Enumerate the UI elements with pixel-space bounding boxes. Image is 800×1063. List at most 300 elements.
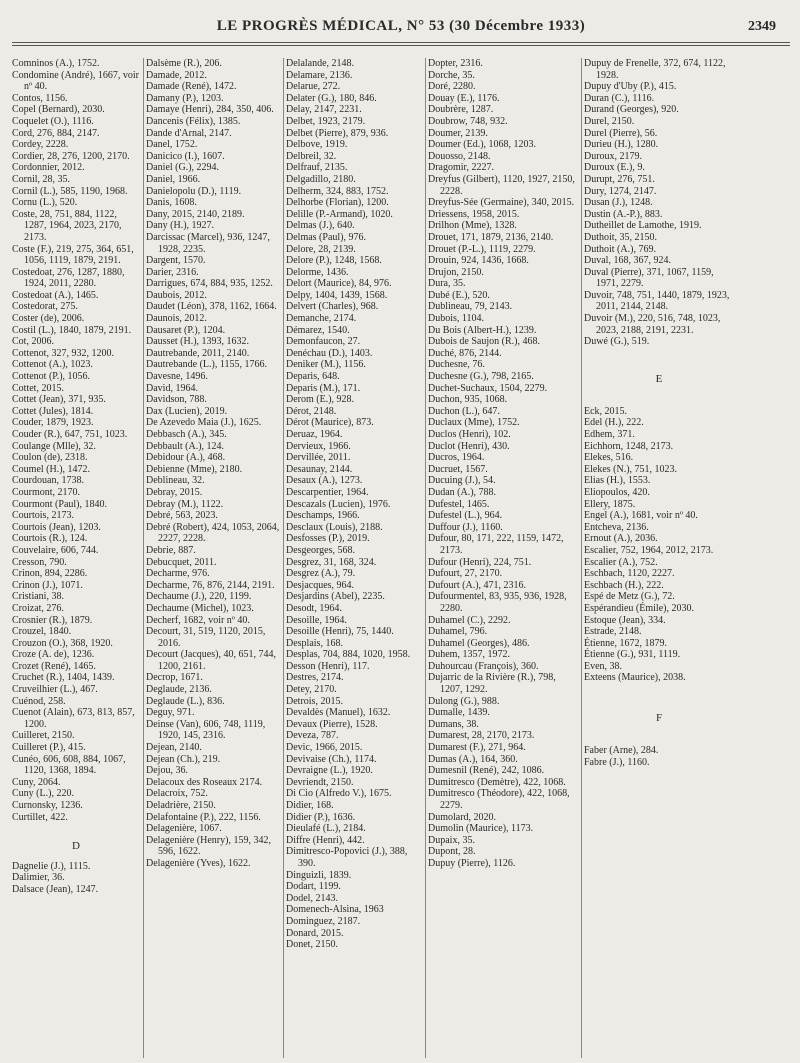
index-entry: Dumas (A.), 164, 360. — [428, 753, 518, 765]
index-entry: Douay (E.), 1176. — [428, 92, 500, 104]
index-entry: Darrigues, 674, 884, 935, 1252. — [146, 278, 273, 290]
index-entry: Costil (L.), 1840, 1879, 2191. — [12, 324, 132, 336]
index-entry: Dany (H.), 1927. — [146, 220, 215, 232]
index-entry: Delherm, 324, 883, 1752. — [286, 185, 389, 197]
index-entry: Dumolin (Maurice), 1173. — [428, 823, 534, 835]
index-entry: Cottet, 2015. — [12, 382, 64, 394]
index-entry: Doubrow, 748, 932. — [428, 115, 508, 127]
index-entry: Curnonsky, 1236. — [12, 800, 83, 811]
index-column-4 — [428, 58, 578, 1058]
index-entry: Cuilleret (P.), 415. — [12, 742, 86, 754]
index-entry: Cornu (L.), 520. — [12, 197, 78, 209]
index-entry: Coste (F.), 219, 275, 364, 651, 1056, 1119, 1879, 2191. — [12, 243, 134, 267]
index-entry: Devivaise (Ch.), 1174. — [286, 753, 377, 765]
column-divider — [143, 58, 144, 1058]
index-entry: Cuenot (Alain), 673, 813, 857, 1200. — [12, 707, 135, 730]
index-entry: Davesne, 1496. — [146, 371, 208, 383]
index-entry: Doré, 2280. — [428, 81, 476, 93]
index-entry: Cuénod, 258. — [12, 695, 66, 707]
index-entry: Decourt (Jacques), 40, 651, 744, 1200, 2161. — [146, 649, 276, 672]
index-entry: Debrie, 887. — [146, 544, 196, 556]
index-entry: Diffre (Henri), 442. — [286, 834, 365, 846]
index-entry: Durel (Pierre), 56. — [584, 127, 658, 139]
index-entry: Dutheillet de Lamothe, 1919. — [584, 220, 702, 232]
index-entry: Dorche, 35. — [428, 69, 475, 81]
index-entry: Dechaume (Michel), 1023. — [146, 602, 254, 614]
index-entry: Duroux, 2179. — [584, 150, 643, 162]
section-letter: E — [655, 372, 663, 385]
index-entry: Dufestel, 1465. — [428, 498, 490, 510]
index-entry: Even, 38. — [584, 660, 623, 672]
index-entry: Delmas (J.), 640. — [286, 220, 355, 232]
index-entry: Driessens, 1958, 2015. — [428, 208, 520, 220]
index-entry: Duchet-Suchaux, 1504, 2279. — [428, 382, 548, 394]
index-entry: Crosnier (R.), 1879. — [12, 614, 93, 626]
index-entry: Duvoir, 748, 751, 1440, 1879, 1923, 2011, 2144, 2148. — [584, 289, 730, 313]
index-entry: Deschamps, 1966. — [286, 510, 360, 522]
index-entry: Cottet (Jules), 1814. — [12, 405, 94, 417]
index-entry: Dodel, 2143. — [286, 892, 338, 904]
index-entry: Darcissac (Marcel), 936, 1247, 1928, 2235. — [146, 231, 270, 255]
index-entry: Devaux (Pierre), 1528. — [286, 718, 378, 730]
index-entry: Dimitresco-Popovici (J.), 388, 390. — [286, 846, 408, 869]
index-entry: Étienne, 1672, 1879. — [584, 637, 668, 649]
index-entry: Cresson, 790. — [12, 556, 67, 568]
index-entry: Dérot (Maurice), 873. — [286, 417, 374, 429]
index-entry: Cuny, 2064. — [12, 776, 61, 788]
index-entry: Deglaude, 2136. — [146, 684, 212, 696]
index-entry: Duhem, 1357, 1972. — [428, 649, 510, 661]
index-entry: Danis, 1608. — [146, 197, 197, 209]
index-entry: Condomine (André), 1667, voir nº 40. — [12, 69, 139, 93]
column-divider — [581, 58, 582, 1058]
index-entry: Damany (P.), 1203. — [146, 92, 224, 104]
index-entry: Couder (R.), 647, 751, 1023. — [12, 429, 128, 440]
index-entry: Damaye (Henri), 284, 350, 406. — [146, 104, 274, 116]
index-entry: Deveza, 787. — [286, 730, 339, 742]
index-entry: Courtois, 2173. — [12, 510, 74, 522]
index-entry: Couder, 1879, 1923. — [12, 417, 94, 429]
header-rule — [12, 42, 790, 43]
index-entry: Cottenot, 327, 932, 1200. — [12, 347, 114, 359]
page-number: 2349 — [748, 19, 776, 34]
index-entry: Faber (Arne), 284. — [584, 744, 659, 756]
index-entry: Dausaret (P.), 1204. — [146, 324, 226, 336]
index-entry: Coster (de), 2006. — [12, 313, 85, 325]
index-entry: Dudan (A.), 788. — [428, 486, 497, 498]
index-entry: Dubois, 1104. — [428, 313, 485, 325]
index-entry: Cornil, 28, 35. — [12, 173, 71, 185]
index-entry: Desgrez (A.), 79. — [286, 568, 356, 580]
index-entry: Duthoit (A.), 769. — [584, 243, 656, 255]
index-entry: Donet, 2150. — [286, 939, 338, 951]
index-entry: Dumitresco (Demètre), 422, 1068. — [428, 776, 566, 788]
journal-title: LE PROGRÈS MÉDICAL, N° 53 (30 Décembre 1933) — [216, 18, 586, 34]
index-entry: Ernout (A.), 2036. — [584, 533, 658, 545]
index-entry: Duhamel (C.), 2292. — [428, 614, 511, 626]
index-entry: Doumer, 2139. — [428, 127, 488, 139]
index-entry: Desodt, 1964. — [286, 602, 342, 614]
index-entry: Desson (Henri), 117. — [286, 660, 370, 672]
index-entry: Derom (E.), 928. — [286, 394, 355, 406]
section-spacer — [12, 823, 140, 840]
index-entry: Devic, 1966, 2015. — [286, 742, 363, 754]
index-entry: Delafontaine (P.), 222, 1156. — [146, 811, 261, 823]
index-entry: Devriendt, 2150. — [286, 776, 354, 788]
section-letter: F — [655, 712, 663, 725]
index-entry: Costedoat (A.), 1465. — [12, 289, 99, 301]
index-entry: Dopter, 2316. — [428, 58, 483, 69]
index-entry: Duval (Pierre), 371, 1067, 1159, 1971, 2279. — [584, 266, 714, 290]
index-entry: Duchesne (G.), 798, 2165. — [428, 371, 534, 383]
index-entry: Dejou, 36. — [146, 765, 188, 777]
index-entry: Delacoux des Roseaux 2174. — [146, 776, 263, 788]
index-entry: Denéchau (D.), 1403. — [286, 347, 373, 359]
index-entry: Doubrère, 1287. — [428, 104, 494, 116]
index-entry: Crinon, 894, 2286. — [12, 568, 88, 580]
index-entry: Durupt, 276, 751. — [584, 173, 655, 185]
index-entry: Delamare, 2136. — [286, 69, 353, 81]
index-entry: Dupont, 28. — [428, 846, 476, 858]
index-entry: Dubé (E.), 520. — [428, 289, 490, 301]
index-entry: Duwé (G.), 519. — [584, 336, 650, 348]
index-entry: Dumesnil (René), 242, 1086. — [428, 765, 545, 777]
index-entry: Cordey, 2228. — [12, 139, 69, 151]
index-entry: De Azevedo Maia (J.), 1625. — [146, 417, 262, 429]
index-entry: Entcheva, 2136. — [584, 521, 649, 533]
index-entry: Dérot, 2148. — [286, 405, 337, 417]
index-entry: Delagenière (Yves), 1622. — [146, 857, 251, 869]
index-entry: Delore, 28, 2139. — [286, 243, 356, 255]
index-entry: Fabre (J.), 1160. — [584, 756, 650, 768]
index-entry: Crinon (J.), 1071. — [12, 579, 83, 591]
index-entry: Coquelet (O.), 1116. — [12, 115, 94, 127]
index-entry: Debré (Robert), 424, 1053, 2064, 2227, 2228. — [146, 521, 280, 545]
index-entry: Douosso, 2148. — [428, 150, 491, 162]
page-header — [14, 18, 788, 42]
index-entry: Decourt, 31, 519, 1120, 2015, 2016. — [146, 626, 266, 649]
index-entry: Dargent, 1570. — [146, 255, 206, 267]
index-entry: Drouet (P.-L.), 1119, 2279. — [428, 243, 536, 255]
index-entry: Espé de Metz (G.), 72. — [584, 591, 675, 603]
index-entry: Duclos (Henri), 102. — [428, 429, 511, 440]
index-entry: Danicico (I.), 1607. — [146, 150, 225, 162]
index-entry: Decrop, 1671. — [146, 672, 203, 684]
index-entry: Dervillée, 2011. — [286, 452, 351, 464]
index-entry: Étienne (G.), 931, 1119. — [584, 649, 681, 661]
index-entry: David, 1964. — [146, 382, 198, 394]
index-entry: Daniel, 1966. — [146, 173, 201, 185]
index-entry: Detey, 2170. — [286, 684, 337, 696]
index-entry: Desjardins (Abel), 2235. — [286, 591, 385, 603]
section-spacer — [12, 852, 140, 861]
index-entry: Dufourt, 27, 2170. — [428, 568, 503, 580]
index-entry: Dufour (Henri), 224, 751. — [428, 556, 532, 568]
index-entry: Debienne (Mme), 2180. — [146, 463, 243, 475]
index-entry: Edel (H.), 222. — [584, 417, 644, 429]
index-entry: Courtois (Jean), 1203. — [12, 521, 101, 533]
index-entry: Croizat, 276. — [12, 602, 64, 614]
index-entry: Doumer (Ed.), 1068, 1203. — [428, 139, 537, 151]
index-entry: Démarez, 1540. — [286, 324, 350, 336]
index-entry: Davidson, 788. — [146, 394, 207, 406]
index-entry: Detrois, 2015. — [286, 695, 343, 707]
index-column-2 — [146, 58, 280, 1058]
index-entry: Dubois de Saujon (R.), 468. — [428, 336, 540, 348]
index-entry: Drilhon (Mme), 1328. — [428, 220, 517, 232]
index-entry: Engel (A.), 1681, voir nº 40. — [584, 510, 698, 522]
index-entry: Daudet (Léon), 378, 1162, 1664. — [146, 301, 277, 313]
index-entry: Ducuing (J.), 54. — [428, 475, 496, 487]
index-entry: Descazals (Lucien), 1976. — [286, 498, 391, 510]
index-entry: Delater (G.), 180, 846. — [286, 92, 377, 104]
index-entry: Dejean (Ch.), 219. — [146, 753, 221, 765]
index-entry: Dreyfus-Sée (Germaine), 340, 2015. — [428, 197, 575, 209]
index-entry: Edhem, 371. — [584, 429, 635, 441]
index-entry: Durand (Georges), 920. — [584, 104, 679, 116]
index-entry: Courdouan, 1738. — [12, 475, 84, 487]
index-entry: Couvelaire, 606, 744. — [12, 544, 99, 556]
index-entry: Duché, 876, 2144. — [428, 347, 502, 359]
index-entry: Durel, 2150. — [584, 115, 635, 127]
index-entry: Durieu (H.), 1280. — [584, 139, 659, 151]
index-entry: Drouin, 924, 1436, 1668. — [428, 255, 529, 267]
index-entry: Duran (C.), 1116. — [584, 92, 655, 104]
section-spacer — [584, 348, 734, 374]
index-entry: Debré, 563, 2023. — [146, 510, 218, 522]
index-entry: Dura, 35. — [428, 278, 466, 290]
index-entry: Delacroix, 752. — [146, 788, 208, 800]
index-entry: Eschbach (H.), 222. — [584, 579, 664, 591]
index-entry: Dreyfus (Gilbert), 1120, 1927, 2150, 2228. — [428, 173, 575, 197]
index-entry: Dragomir, 2227. — [428, 162, 494, 174]
index-entry: Donard, 2015. — [286, 927, 344, 939]
index-entry: Dumitresco (Théodore), 422, 1068, 2279. — [428, 788, 570, 811]
index-entry: Elekes, 516. — [584, 452, 634, 464]
index-entry: Desplais, 168. — [286, 637, 343, 649]
index-entry: Delgadillo, 2180. — [286, 173, 356, 185]
index-entry: Debucquet, 2011. — [146, 556, 217, 568]
index-entry: Dufour, 80, 171, 222, 1159, 1472, 2173. — [428, 533, 564, 556]
index-entry: Dufourt (A.), 471, 2316. — [428, 579, 527, 591]
index-entry: Dujarric de la Rivière (R.), 798, 1207, 1292. — [428, 672, 556, 696]
index-entry: Duhourcau (François), 360. — [428, 660, 539, 672]
index-entry: Didier (P.), 1636. — [286, 811, 356, 823]
index-entry: Cot, 2006. — [12, 336, 54, 348]
index-entry: Delbove, 1919. — [286, 139, 348, 151]
index-entry: Delpy, 1404, 1439, 1568. — [286, 289, 388, 301]
index-entry: Cunéo, 606, 608, 884, 1067, 1120, 1368, 1894. — [12, 753, 126, 777]
index-entry: Cornil (L.), 585, 1190, 1968. — [12, 185, 128, 197]
index-entry: Debbault (A.), 124. — [146, 440, 225, 452]
index-entry: Coste, 28, 751, 884, 1122, 1287, 1964, 2023, 2170, 2173. — [12, 208, 122, 243]
index-entry: Deladrière, 2150. — [146, 800, 216, 811]
index-entry: Dury, 1274, 2147. — [584, 185, 657, 197]
index-entry: Duroux (E.), 9. — [584, 162, 645, 174]
index-entry: Deblineau, 32. — [146, 475, 205, 487]
index-entry: Coulange (Mlle), 32. — [12, 440, 96, 452]
index-entry: Delhorbe (Florian), 1200. — [286, 197, 389, 209]
index-entry: Espérandieu (Émile), 2030. — [584, 602, 694, 614]
index-entry: Dupuy de Frenelle, 372, 674, 1122, 1928. — [584, 58, 726, 81]
index-entry: Descarpentier, 1964. — [286, 486, 369, 498]
index-entry: Destres, 2174. — [286, 672, 344, 684]
index-entry: Decharme, 76, 876, 2144, 2191. — [146, 579, 275, 591]
index-entry: Dufestel (L.), 964. — [428, 510, 503, 522]
index-entry: Dalsace (Jean), 1247. — [12, 884, 99, 896]
index-entry: Dusan (J.), 1248. — [584, 197, 653, 209]
index-entry: Duchesne, 76. — [428, 359, 485, 371]
index-entry: Damade (René), 1472. — [146, 81, 237, 93]
index-entry: Delarue, 272. — [286, 81, 341, 93]
index-entry: Comninos (A.), 1752. — [12, 58, 100, 69]
index-entry: Dagnelie (J.), 1115. — [12, 860, 91, 872]
index-column-1 — [12, 58, 140, 1058]
index-entry: Dechaume (J.), 220, 1199. — [146, 591, 252, 603]
index-entry: Dalsème (R.), 206. — [146, 58, 222, 69]
index-entry: Desaux (A.), 1273. — [286, 475, 363, 487]
index-entry: Dervieux, 1966. — [286, 440, 351, 452]
index-entry: Drujon, 2150. — [428, 266, 484, 278]
index-entry: Coulon (de), 2318. — [12, 452, 88, 464]
section-spacer — [584, 684, 734, 713]
index-entry: Crouzon (O.), 368, 1920. — [12, 637, 113, 649]
index-entry: Dodart, 1199. — [286, 881, 341, 893]
index-entry: Ducruet, 1567. — [428, 463, 488, 475]
index-entry: Delorme, 1436. — [286, 266, 349, 278]
index-entry: Deruaz, 1964. — [286, 429, 343, 440]
index-entry: Ellery, 1875. — [584, 498, 636, 510]
index-entry: Eschbach, 1120, 2227. — [584, 568, 675, 580]
index-entry: Delbreil, 32. — [286, 150, 337, 162]
section-letter: D — [72, 839, 80, 852]
index-entry: Desoille (Henri), 75, 1440. — [286, 626, 394, 638]
index-entry: Duval, 168, 367, 924. — [584, 255, 671, 267]
index-entry: Delort (Maurice), 84, 976. — [286, 278, 392, 290]
index-entry: Daubois, 2012. — [146, 289, 207, 301]
index-entry: Dany, 2015, 2140, 2189. — [146, 208, 245, 220]
index-entry: Delille (P.-Armand), 1020. — [286, 208, 393, 220]
index-entry: Demonfaucon, 27. — [286, 336, 361, 348]
index-entry: Duchon (L.), 647. — [428, 405, 500, 417]
index-entry: Desclaux (Louis), 2188. — [286, 521, 383, 533]
index-entry: Delvert (Charles), 968. — [286, 301, 379, 313]
index-entry: Duhamel, 796. — [428, 626, 488, 638]
index-entry: Costedoat, 276, 1287, 1880, 1924, 2011, 2280. — [12, 266, 125, 290]
index-entry: Delagenière, 1067. — [146, 823, 222, 835]
index-entry: Courtois (R.), 124. — [12, 533, 88, 545]
index-entry: Delbet, 1923, 2179. — [286, 115, 366, 127]
index-entry: Daunois, 2012. — [146, 313, 207, 325]
index-entry: Debbasch (A.), 345. — [146, 429, 227, 440]
index-entry: Dancenis (Félix), 1385. — [146, 115, 241, 127]
index-entry: Dejean, 2140. — [146, 742, 202, 754]
index-entry: Dupuy d'Uby (P.), 415. — [584, 81, 677, 93]
index-entry: Coumel (H.), 1472. — [12, 463, 91, 475]
index-entry: Dumans, 38. — [428, 718, 479, 730]
index-entry: Dulong (G.), 988. — [428, 695, 500, 707]
index-entry: Danielopolu (D.), 1119. — [146, 185, 242, 197]
index-entry: Dublineau, 79, 2143. — [428, 301, 513, 313]
index-entry: Domenech-Alsina, 1963 — [286, 904, 384, 916]
index-entry: Dautrebande, 2011, 2140. — [146, 347, 250, 359]
index-entry: Duthoit, 35, 2150. — [584, 231, 658, 243]
index-entry: Delbet (Pierre), 879, 936. — [286, 127, 389, 139]
index-entry: Deinse (Van), 606, 748, 1119, 1920, 145, 2316. — [146, 718, 266, 742]
index-column-3 — [286, 58, 422, 1058]
index-entry: Copel (Bernard), 2030. — [12, 104, 105, 116]
index-entry: Dustin (A.-P.), 883. — [584, 208, 663, 220]
index-entry: Duvoir (M.), 220, 516, 748, 1023, 2023, 2188, 2191, 2231. — [584, 313, 721, 336]
index-entry: Crozet (René), 1465. — [12, 660, 96, 672]
index-entry: Dausset (H.), 1393, 1632. — [146, 336, 250, 348]
index-entry: Cordier, 28, 276, 1200, 2170. — [12, 150, 130, 162]
index-entry: Eichhorn, 1248, 2173. — [584, 440, 674, 452]
index-entry: Deparis, 648. — [286, 371, 340, 383]
index-entry: Delalande, 2148. — [286, 58, 355, 69]
index-entry: Dumolard, 2020. — [428, 811, 497, 823]
index-entry: Eck, 2015. — [584, 405, 628, 417]
section-spacer — [584, 725, 734, 745]
index-entry: Duclaux (Mme), 1752. — [428, 417, 520, 429]
index-entry: Duchon, 935, 1068. — [428, 394, 508, 406]
index-column-5 — [584, 58, 734, 1058]
index-entry: Crouzel, 1840. — [12, 626, 72, 638]
index-entry: Du Bois (Albert-H.), 1239. — [428, 324, 537, 336]
index-entry: Dupuy (Pierre), 1126. — [428, 857, 516, 869]
index-entry: Deparis (M.), 171. — [286, 382, 361, 394]
index-entry: Cristiani, 38. — [12, 591, 64, 603]
index-entry: Cordonnier, 2012. — [12, 162, 85, 174]
index-entry: Deguy, 971. — [146, 707, 195, 719]
index-entry: Dumarest, 28, 2170, 2173. — [428, 730, 535, 742]
index-entry: Desoille, 1964. — [286, 614, 347, 626]
section-spacer — [584, 386, 734, 406]
index-entry: Demanche, 2174. — [286, 313, 357, 325]
index-entry: Desgeorges, 568. — [286, 544, 355, 556]
index-entry: Damade, 2012. — [146, 69, 207, 81]
index-entry: Escalier, 752, 1964, 2012, 2173. — [584, 544, 714, 556]
index-entry: Debray (M.), 1122. — [146, 498, 224, 510]
index-entry: Ducros, 1964. — [428, 452, 485, 464]
index-entry: Didier, 168. — [286, 800, 334, 811]
index-entry: Deglaude (L.), 836. — [146, 695, 225, 707]
index-entry: Desgrez, 31, 168, 324. — [286, 556, 377, 568]
index-entry: Delmas (Paul), 976. — [286, 231, 366, 243]
index-entry: Decharme, 976. — [146, 568, 210, 580]
index-entry: Dupaix, 35. — [428, 834, 475, 846]
index-entry: Costedorat, 275. — [12, 301, 78, 313]
index-entry: Devraigne (L.), 1920. — [286, 765, 373, 777]
index-entry: Dufourmentel, 83, 935, 936, 1928, 2280. — [428, 591, 567, 614]
index-entry: Cottenot (P.), 1056. — [12, 371, 91, 383]
index-entry: Contos, 1156. — [12, 92, 68, 104]
index-entry: Cottet (Jean), 371, 935. — [12, 394, 106, 406]
index-entry: Darier, 2316. — [146, 266, 199, 278]
index-columns — [12, 58, 790, 1058]
index-entry: Delagenière (Henry), 159, 342, 596, 1622. — [146, 834, 271, 858]
index-entry: Dax (Lucien), 2019. — [146, 405, 228, 417]
index-entry: Dande d'Arnal, 2147. — [146, 127, 232, 139]
index-entry: Cuilleret, 2150. — [12, 730, 75, 742]
index-entry: Dinguizli, 1839. — [286, 869, 352, 881]
index-entry: Delay, 2147, 2231. — [286, 104, 362, 116]
index-entry: Elekes (N.), 751, 1023. — [584, 463, 678, 475]
index-entry: Dalimier, 36. — [12, 872, 65, 884]
index-entry: Courmont, 2170. — [12, 486, 81, 498]
index-entry: Courmont (Paul), 1840. — [12, 498, 107, 510]
index-entry: Di Cio (Alfredo V.), 1675. — [286, 788, 392, 800]
